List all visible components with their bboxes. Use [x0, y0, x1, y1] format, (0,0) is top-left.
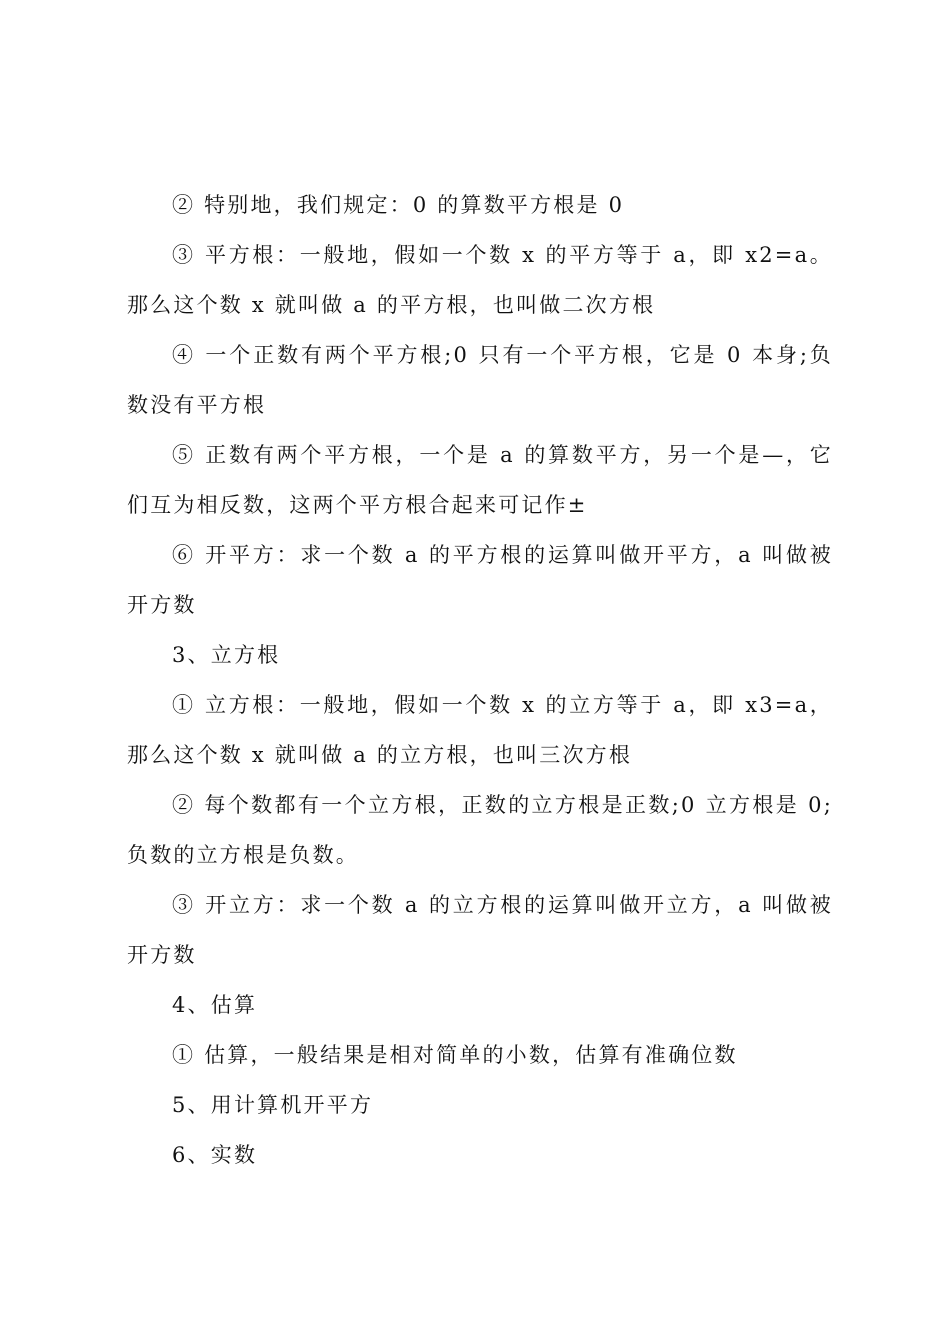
- section-heading-estimation: 4、估算: [172, 993, 258, 1017]
- paragraph-opposite-roots: ⑤ 正数有两个平方根，一个是 a 的算数平方，另一个是—，它们互为相反数，这两个平方根合起来可记作±: [127, 443, 833, 517]
- paragraph-arithmetic-root-zero: ② 特别地，我们规定：0 的算数平方根是 0: [172, 193, 625, 217]
- paragraph-square-root-operation: ⑥ 开平方：求一个数 a 的平方根的运算叫做开平方，a 叫做被开方数: [127, 543, 833, 617]
- paragraph-cube-root-definition: ① 立方根：一般地，假如一个数 x 的立方等于 a，即 x3=a，那么这个数 x 就叫做 a 的立方根，也叫三次方根: [127, 693, 833, 767]
- paragraph-square-root-definition: ③ 平方根：一般地，假如一个数 x 的平方等于 a，即 x2=a。那么这个数 x 就叫做 a 的平方根，也叫做二次方根: [127, 243, 833, 317]
- paragraph-cube-root-operation: ③ 开立方：求一个数 a 的立方根的运算叫做开立方，a 叫做被开方数: [127, 893, 833, 967]
- paragraph-cube-root-sign: ② 每个数都有一个立方根，正数的立方根是正数;0 立方根是 0;负数的立方根是负数。: [127, 793, 833, 867]
- paragraph-estimation: ① 估算，一般结果是相对简单的小数，估算有准确位数: [172, 1043, 738, 1067]
- section-heading-calculator: 5、用计算机开平方: [172, 1093, 374, 1117]
- section-heading-real-numbers: 6、实数: [172, 1143, 258, 1167]
- paragraph-square-root-count: ④ 一个正数有两个平方根;0 只有一个平方根，它是 0 本身;负数没有平方根: [127, 343, 833, 417]
- section-heading-cube-root: 3、立方根: [172, 643, 281, 667]
